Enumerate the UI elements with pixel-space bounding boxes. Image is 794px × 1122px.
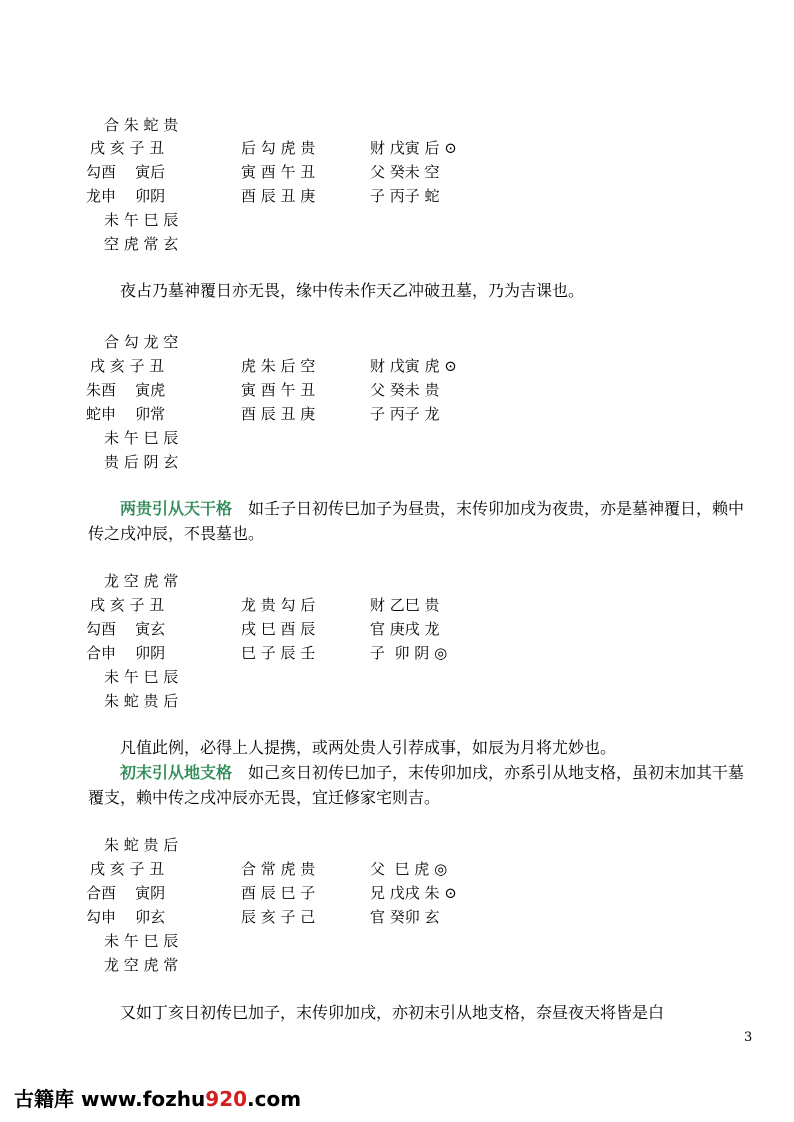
chart-line: 朱 蛇 贵 后 [104,692,179,710]
chart-line: 合 勾 龙 空 [104,333,179,351]
chart-line: 父 癸未 空 [370,163,440,181]
section-heading: 初末引从地支格 [120,763,233,782]
footer-url-accent: 920 [205,1087,248,1111]
chart-line: 官 癸卯 玄 [370,908,440,926]
chart-line: 勾酉 寅玄 [86,620,166,638]
chart-line: 合 常 虎 贵 [241,860,316,878]
chart-line: 贵 后 阴 玄 [104,453,179,471]
chart-line: 父 癸未 贵 [370,381,440,399]
chart-line: 空 虎 常 玄 [104,235,179,253]
chart-line: 龙 空 虎 常 [104,956,179,974]
chart-line: 巳 子 辰 壬 [241,644,316,662]
chart-line: 酉 辰 巳 子 [241,884,316,902]
chart-line: 子 丙子 蛇 [370,187,440,205]
chart-line: 龙 空 虎 常 [104,572,179,590]
paragraph [88,496,752,546]
chart-line: 财 戊寅 后 ⊙ [370,139,457,157]
page-number: 3 [744,1030,753,1045]
paragraph: 凡值此例，必得上人提携，或两处贵人引荐成事，如辰为月将尤妙也。 [120,738,617,757]
paragraph-text: 如己亥日初传巳加子，末传卯加戌，亦系引从地支格，虽初末加其干墓覆支，赖中传之戌冲辰亦无畏，宜迁修家宅则吉。 [88,763,745,807]
chart-line: 官 庚戌 龙 [370,620,440,638]
chart-line: 父 巳 虎 ◎ [370,860,448,878]
chart-line: 勾申 卯玄 [86,908,166,926]
chart-line: 戌 亥 子 丑 [90,596,165,614]
chart-line: 合酉 寅阴 [86,884,166,902]
chart-line: 未 午 巳 辰 [104,429,179,447]
chart-line: 子 卯 阴 ◎ [370,644,448,662]
paragraph [88,760,752,810]
chart-line: 未 午 巳 辰 [104,211,179,229]
footer-watermark [14,1086,301,1112]
paragraph: 夜占乃墓神覆日亦无畏，缘中传未作天乙冲破丑墓，乃为吉课也。 [120,281,585,300]
chart-line: 龙申 卯阴 [86,187,166,205]
chart-line: 辰 亥 子 己 [241,908,316,926]
chart-line: 龙 贵 勾 后 [241,596,316,614]
chart-line: 子 丙子 龙 [370,405,440,423]
chart-line: 戌 亥 子 丑 [90,139,165,157]
chart-line: 财 乙巳 贵 [370,596,440,614]
chart-line: 勾酉 寅后 [86,163,166,181]
footer-brand: 古籍库 [14,1087,74,1111]
chart-line: 未 午 巳 辰 [104,932,179,950]
chart-line: 朱酉 寅虎 [86,381,166,399]
chart-line: 戌 亥 子 丑 [90,860,165,878]
chart-line: 兄 戊戌 朱 ⊙ [370,884,457,902]
chart-line: 合申 卯阴 [86,644,166,662]
chart-line: 财 戊寅 虎 ⊙ [370,357,457,375]
chart-line: 寅 酉 午 丑 [241,381,316,399]
chart-line: 戌 巳 酉 辰 [241,620,316,638]
section-heading: 两贵引从天干格 [120,499,233,518]
chart-line: 未 午 巳 辰 [104,668,179,686]
chart-line: 后 勾 虎 贵 [241,139,316,157]
chart-line: 寅 酉 午 丑 [241,163,316,181]
paragraph: 又如丁亥日初传巳加子，末传卯加戌，亦初末引从地支格，奈昼夜天将皆是白 [120,1003,665,1022]
chart-line: 蛇申 卯常 [86,405,166,423]
chart-line: 合 朱 蛇 贵 [104,116,179,134]
chart-line: 虎 朱 后 空 [241,357,316,375]
footer-url-prefix: www.fozhu [80,1087,206,1111]
chart-line: 戌 亥 子 丑 [90,357,165,375]
chart-line: 酉 辰 丑 庚 [241,405,316,423]
chart-line: 朱 蛇 贵 后 [104,836,179,854]
paragraph-text: 如壬子日初传巳加子为昼贵，末传卯加戌为夜贵，亦是墓神覆日，赖中传之戌冲辰，不畏墓也。 [88,499,745,543]
footer-url-suffix: .com [247,1087,302,1111]
chart-line: 酉 辰 丑 庚 [241,187,316,205]
